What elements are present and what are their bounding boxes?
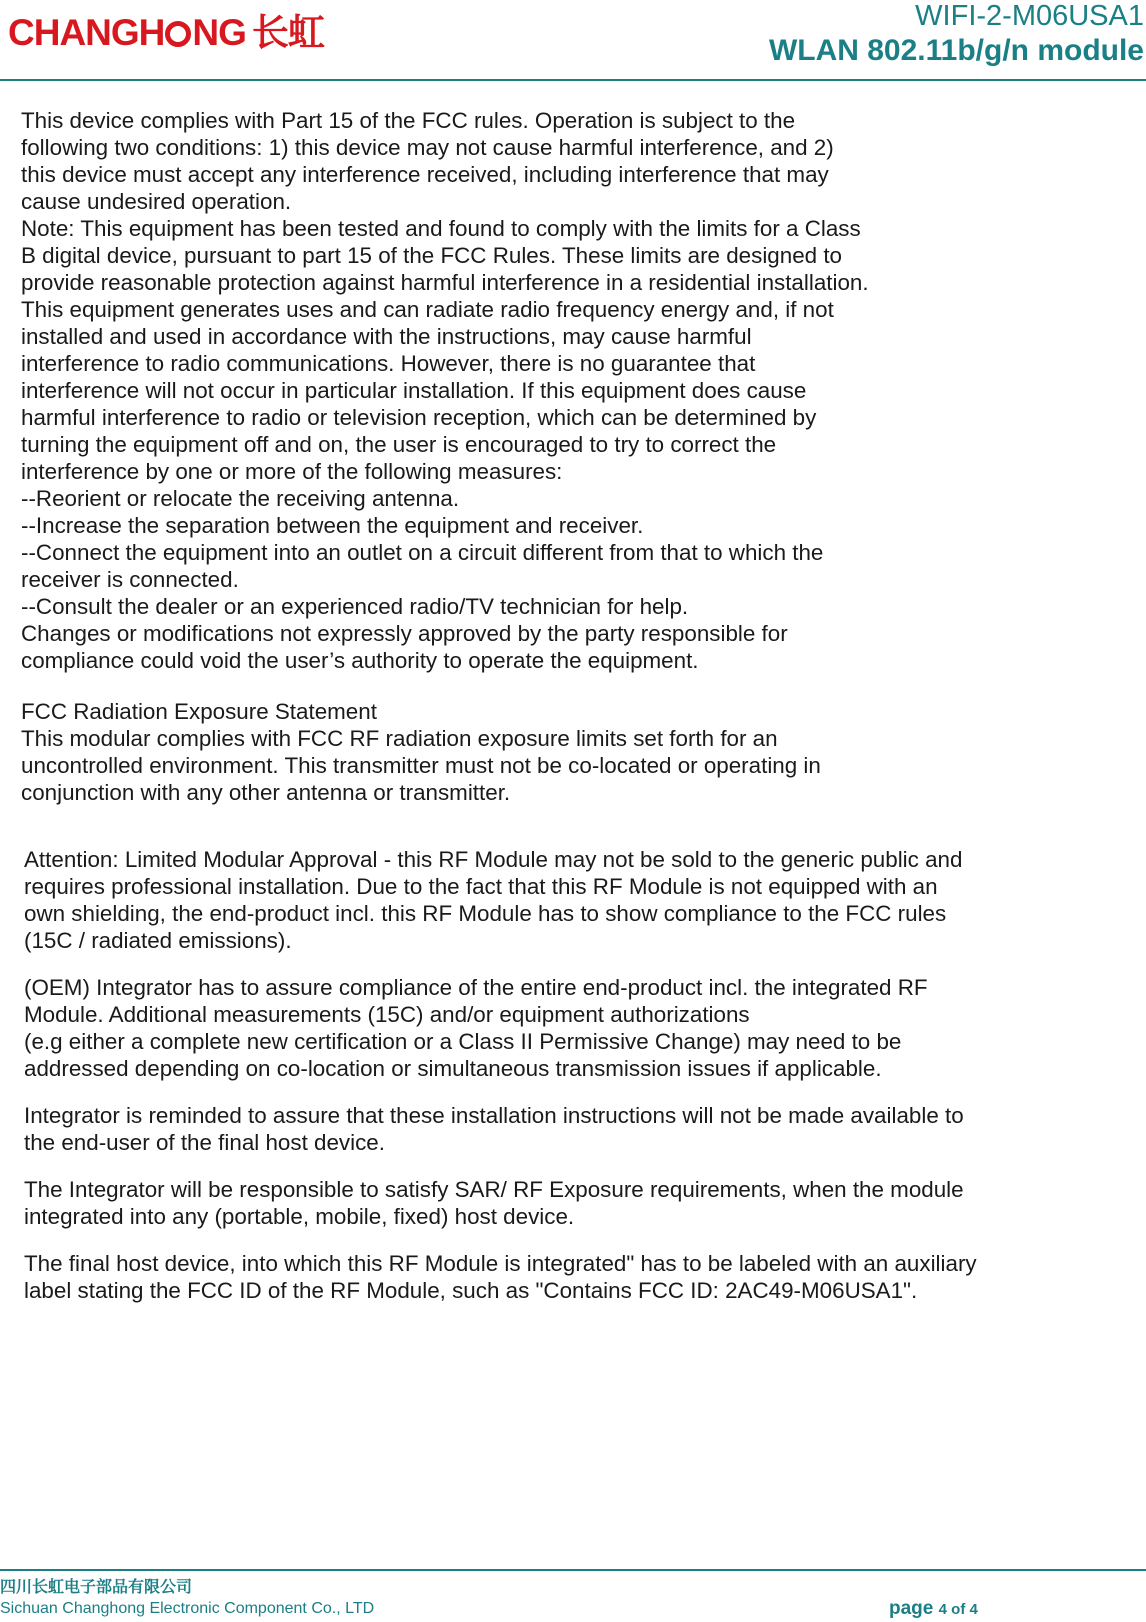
page-count: 4 of 4: [938, 1601, 978, 1618]
measure-item: --Increase the separation between the equipment and receiver.: [21, 513, 644, 538]
attention-paragraph: The final host device, into which this RF Module is integrated" has to be labeled with an auxiliary label stating the FCC ID of the RF Module, such as "Contains FCC ID: 2AC49-M06USA1".: [24, 1251, 977, 1303]
logo-text-right: NG: [192, 12, 246, 53]
model-number: WIFI-2-M06USA1: [915, 0, 1144, 32]
module-subtitle: WLAN 802.11b/g/n module: [768, 34, 1144, 67]
page-number: [889, 1598, 978, 1620]
changhong-logo: [8, 2, 324, 56]
header-divider: [0, 79, 1146, 81]
changes-warning: Changes or modifications not expressly approved by the party responsible for compliance could void the user’s authority to operate the equipment.: [21, 621, 788, 673]
attention-paragraph: (OEM) Integrator has to assure compliance of the entire end-product incl. the integrated RF Module. Additional measurements (15C) and/or equipment authorizations (e.g either a complete new certification or a Class II Permissive Change) may need to be addressed depending on co-location or simultaneous transmission issues if applicable.: [24, 975, 928, 1081]
logo-text-left: CHANGH: [8, 12, 165, 53]
header-titles: [769, 0, 1144, 70]
page-label: page: [889, 1598, 934, 1619]
attention-paragraph: Attention: Limited Modular Approval - this RF Module may not be sold to the generic public and requires professional installation. Due to the fact that this RF Module is not equipped with an own shielding, the end-product incl. this RF Module has to show compliance to the FCC rules (15C / radiated emissions).: [24, 847, 963, 953]
fcc-intro: This device complies with Part 15 of the FCC rules. Operation is subject to the following two conditions: 1) this device may not cause harmful interference, and 2) this device must accept any interference received, including interference that may cause undesired operation.: [21, 108, 834, 214]
radiation-exposure-section: [21, 698, 981, 806]
attention-paragraph: The Integrator will be responsible to satisfy SAR/ RF Exposure requirements, when the module integrated into any (portable, mobile, fixed) host device.: [24, 1177, 964, 1229]
logo-o-ring-icon: [165, 21, 191, 47]
radiation-title: FCC Radiation Exposure Statement: [21, 699, 377, 724]
fcc-note: Note: This equipment has been tested and found to comply with the limits for a Class B digital device, pursuant to part 15 of the FCC Rules. These limits are designed to provide reasonable protection against harmful interference in a residential installation. This equipment generates uses and can radiate radio frequency energy and, if not installed and used in accordance with the instructions, may cause harmful interference to radio communications. However, there is no guarantee that interference will not occur in particular installation. If this equipment does cause harmful interference to radio or television reception, which can be determined by turning the equipment off and on, the user is encouraged to try to correct the interference by one or more of the following measures:: [21, 216, 869, 484]
attention-section: [24, 846, 1124, 1324]
attention-paragraph: Integrator is reminded to assure that these installation instructions will not be made available to the end-user of the final host device.: [24, 1103, 964, 1155]
measure-item: --Consult the dealer or an experienced radio/TV technician for help.: [21, 594, 689, 619]
logo-text-cn: 长虹: [251, 12, 324, 53]
fcc-statement: [21, 107, 981, 674]
footer-divider: [0, 1569, 1146, 1571]
measure-item: --Connect the equipment into an outlet on a circuit different from that to which the receiver is connected.: [21, 540, 824, 592]
company-name-cn: 四川长虹电子部品有限公司: [0, 1579, 193, 1596]
measure-item: --Reorient or relocate the receiving antenna.: [21, 486, 460, 511]
company-name-en: Sichuan Changhong Electronic Component Co., LTD: [0, 1600, 375, 1617]
radiation-text: This modular complies with FCC RF radiation exposure limits set forth for an uncontrolled environment. This transmitter must not be co-located or operating in conjunction with any other antenna or transmitter.: [21, 726, 821, 805]
page-header: [0, 0, 1146, 80]
